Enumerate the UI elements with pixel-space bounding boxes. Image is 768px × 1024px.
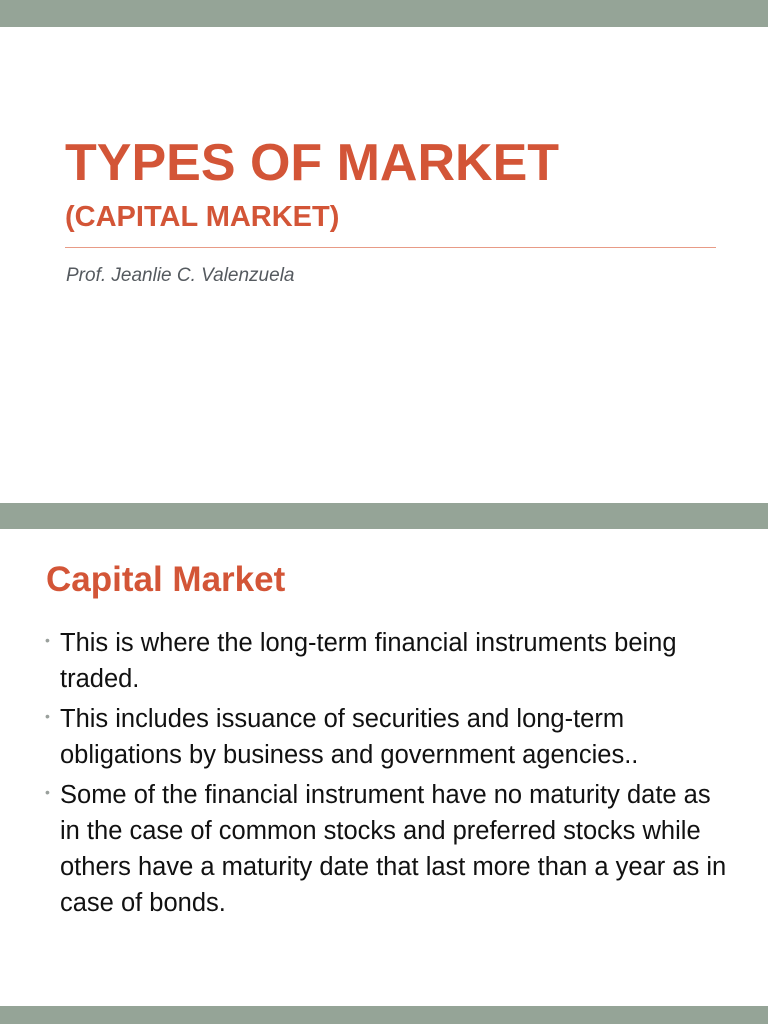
slide-subtitle: (CAPITAL MARKET) xyxy=(65,201,340,233)
bullet-item xyxy=(44,625,734,697)
title-underline-rule xyxy=(65,247,716,248)
top-divider-band xyxy=(0,0,768,27)
bottom-divider-band xyxy=(0,1006,768,1024)
content-slide xyxy=(0,529,768,1006)
middle-divider-band xyxy=(0,503,768,529)
content-heading: Capital Market xyxy=(46,560,286,599)
bullet-list xyxy=(44,625,734,925)
author-name: Prof. Jeanlie C. Valenzuela xyxy=(66,265,295,286)
bullet-text: Some of the financial instrument have no maturity date as in the case of common stocks and preferred stocks while others have a maturity date that last more than a year as in case of bonds. xyxy=(60,781,727,917)
bullet-item xyxy=(44,777,734,921)
bullet-dot-icon: • xyxy=(45,784,50,800)
bullet-item xyxy=(44,701,734,773)
slide-title: TYPES OF MARKET xyxy=(65,134,560,192)
title-slide xyxy=(0,27,768,503)
bullet-text: This is where the long-term financial instruments being traded. xyxy=(60,629,677,693)
bullet-dot-icon: • xyxy=(45,632,50,648)
bullet-dot-icon: • xyxy=(45,708,50,724)
bullet-text: This includes issuance of securities and long-term obligations by business and government agencies.. xyxy=(60,705,639,769)
